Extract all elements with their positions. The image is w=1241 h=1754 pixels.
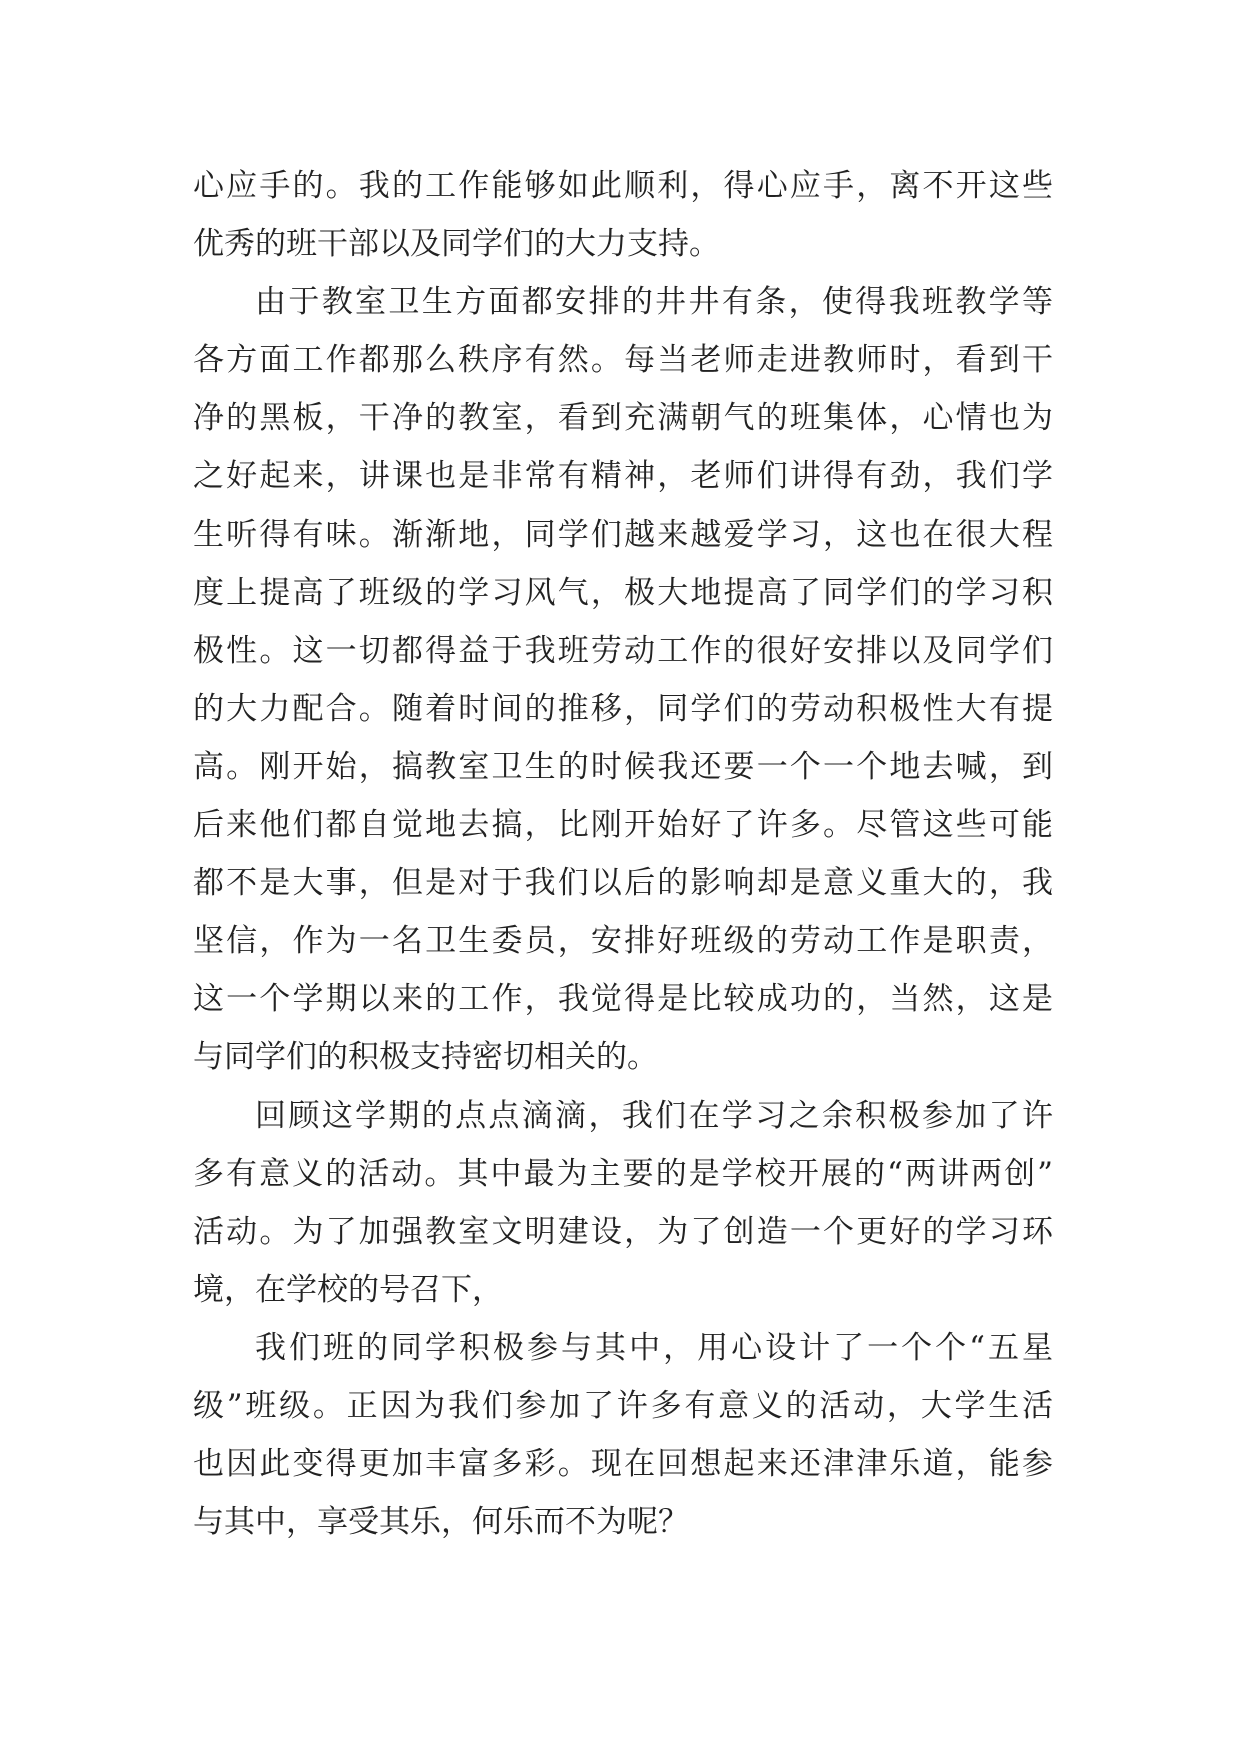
text-line: 多有意义的活动。其中最为主要的是学校开展的“两讲两创” [193,1155,1053,1192]
text-line: 度上提高了班级的学习风气，极大地提高了同学们的学习积 [193,574,1053,611]
text-line: 级”班级。正因为我们参加了许多有意义的活动，大学生活 [193,1387,1053,1424]
text-line: 净的黑板，干净的教室，看到充满朝气的班集体，心情也为 [193,400,1053,437]
text-line: 也因此变得更加丰富多彩。现在回想起来还津津乐道，能参 [193,1446,1053,1483]
text-line: 都不是大事，但是对于我们以后的影响却是意义重大的，我 [193,865,1053,902]
paragraph [193,1087,1053,1319]
text-line: 优秀的班干部以及同学们的大力支持。 [193,226,720,263]
text-line: 极性。这一切都得益于我班劳动工作的很好安排以及同学们 [193,632,1053,669]
text-line: 境，在学校的号召下， [193,1271,503,1308]
text-line: 与其中，享受其乐，何乐而不为呢？ [193,1504,689,1541]
text-line: 的大力配合。随着时间的推移，同学们的劳动积极性大有提 [193,690,1053,727]
text-line: 这一个学期以来的工作，我觉得是比较成功的，当然，这是 [193,981,1053,1018]
text-line: 活动。为了加强教室文明建设，为了创造一个更好的学习环 [193,1213,1053,1250]
paragraph [193,157,1053,273]
text-line: 各方面工作都那么秩序有然。每当老师走进教师时，看到干 [193,342,1053,379]
paragraph [193,1319,1053,1551]
text-line: 由于教室卫生方面都安排的井井有条，使得我班教学等 [255,284,1053,321]
text-line: 回顾这学期的点点滴滴，我们在学习之余积极参加了许 [255,1097,1053,1134]
text-line: 后来他们都自觉地去搞，比刚开始好了许多。尽管这些可能 [193,807,1053,844]
text-line: 之好起来，讲课也是非常有精神，老师们讲得有劲，我们学 [193,458,1053,495]
document-body [193,157,1053,1551]
text-line: 坚信，作为一名卫生委员，安排好班级的劳动工作是职责， [193,923,1053,960]
text-line: 高。刚开始，搞教室卫生的时候我还要一个一个地去喊，到 [193,748,1053,785]
text-line: 生听得有味。渐渐地，同学们越来越爱学习，这也在很大程 [193,516,1053,553]
text-line: 我们班的同学积极参与其中，用心设计了一个个“五星 [255,1329,1053,1366]
text-line: 与同学们的积极支持密切相关的。 [193,1039,658,1076]
paragraph [193,273,1053,1086]
text-line: 心应手的。我的工作能够如此顺利，得心应手，离不开这些 [193,168,1053,204]
